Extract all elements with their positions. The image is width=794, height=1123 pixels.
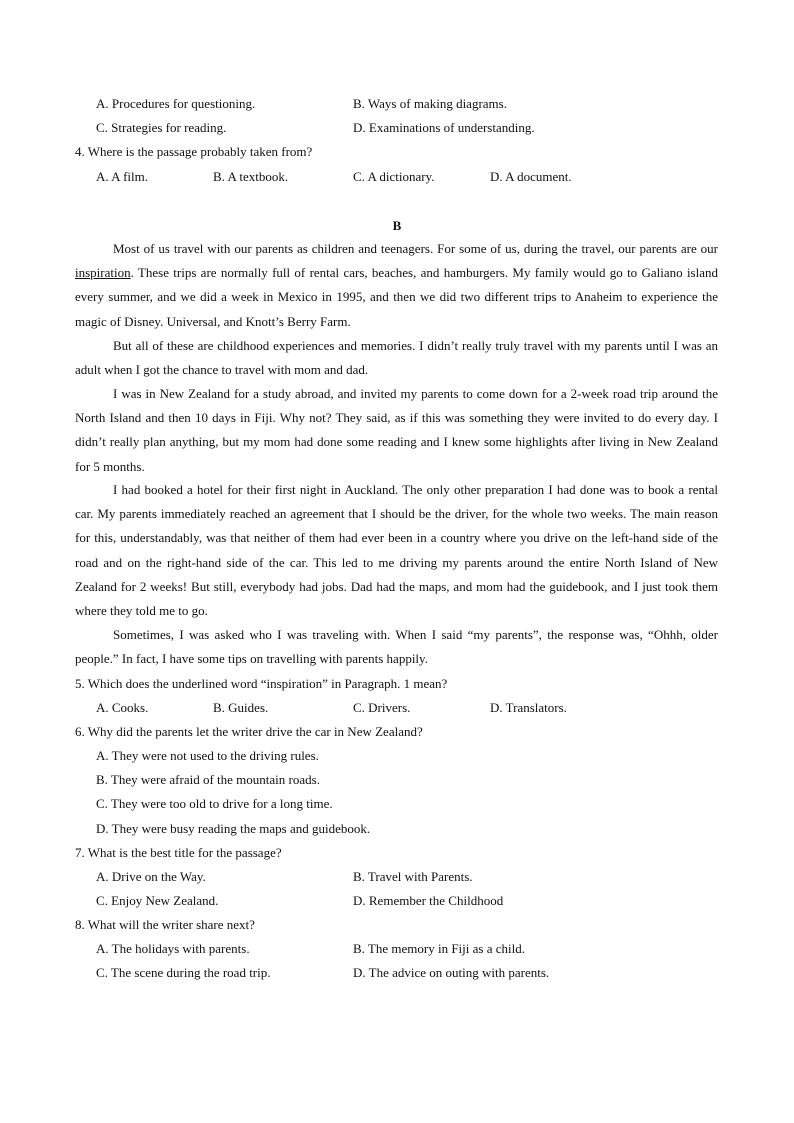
q8-option-b: B. The memory in Fiji as a child. xyxy=(353,941,525,956)
paragraph-1-text-start: Most of us travel with our parents as children and teenagers. For some of us, during the travel, our parents are our xyxy=(113,241,718,256)
underlined-word-inspiration: inspiration xyxy=(75,265,131,281)
q8-option-c: C. The scene during the road trip. xyxy=(96,965,271,980)
q5-stem: 5. Which does the underlined word “inspiration” in Paragraph. 1 mean? xyxy=(75,676,448,691)
q6-stem: 6. Why did the parents let the writer drive the car in New Zealand? xyxy=(75,724,423,739)
q8-stem: 8. What will the writer share next? xyxy=(75,917,255,932)
q6-option-b: B. They were afraid of the mountain roads. xyxy=(96,772,320,787)
q4-option-b: B. A textbook. xyxy=(213,169,289,184)
q3-option-d: D. Examinations of understanding. xyxy=(353,120,535,135)
q7-option-d: D. Remember the Childhood xyxy=(353,893,504,908)
q4-option-a: A. A film. xyxy=(96,169,149,184)
q5-option-b: B. Guides. xyxy=(213,700,269,715)
q6-option-a: A. They were not used to the driving rules. xyxy=(96,748,319,763)
q6-option-c: C. They were too old to drive for a long time. xyxy=(96,796,333,811)
paragraph-1-text-end: . These trips are normally full of rental cars, beaches, and hamburgers. My family would go to Galiano island every summer, and we did a week in Mexico in 1995, and then we did two different trips to Anaheim to experience the magic of Disney. Universal, and Knott’s Berry Farm. xyxy=(75,265,718,329)
q3-option-b: B. Ways of making diagrams. xyxy=(353,96,507,111)
q4-stem: 4. Where is the passage probably taken from? xyxy=(75,144,313,159)
q3-option-c: C. Strategies for reading. xyxy=(96,120,227,135)
passage-paragraph-3: I was in New Zealand for a study abroad, and invited my parents to come down for a 2-week road trip around the North Island and then 10 days in Fiji. Why not? They said, as if this was something they were invited to do every day. I didn’t really plan anything, but my mom had done some reading and I knew some highlights after living in New Zealand for 5 months. xyxy=(75,386,718,474)
passage-paragraph-5: Sometimes, I was asked who I was traveling with. When I said “my parents”, the response was, “Ohhh, older people.” In fact, I have some tips on travelling with parents happily. xyxy=(75,627,718,667)
q3-option-a: A. Procedures for questioning. xyxy=(96,96,256,111)
passage-paragraph-1 xyxy=(75,237,718,334)
q7-option-b: B. Travel with Parents. xyxy=(353,869,473,884)
section-heading: B xyxy=(392,218,402,233)
q8-option-d: D. The advice on outing with parents. xyxy=(353,965,550,980)
q7-stem: 7. What is the best title for the passage? xyxy=(75,845,282,860)
q5-option-c: C. Drivers. xyxy=(353,700,411,715)
q7-option-a: A. Drive on the Way. xyxy=(96,869,206,884)
q4-option-c: C. A dictionary. xyxy=(353,169,435,184)
q6-option-d: D. They were busy reading the maps and guidebook. xyxy=(96,821,371,836)
q4-option-d: D. A document. xyxy=(490,169,572,184)
q5-option-d: D. Translators. xyxy=(490,700,567,715)
q8-option-a: A. The holidays with parents. xyxy=(96,941,250,956)
passage-paragraph-2: But all of these are childhood experiences and memories. I didn’t really truly travel with my parents until I was an adult when I got the chance to travel with mom and dad. xyxy=(75,338,718,378)
q5-option-a: A. Cooks. xyxy=(96,700,149,715)
passage-paragraph-4: I had booked a hotel for their first night in Auckland. The only other preparation I had done was to book a rental car. My parents immediately reached an agreement that I should be the driver, for the whole two weeks. The main reason for this, understandably, was that neither of them had ever been in a country where you drive on the left-hand side of the road and on the right-hand side of the car. This led to me driving my parents around the entire North Island of New Zealand for 2 weeks! But still, everybody had jobs. Dad had the maps, and mom had the guidebook, and I just took them where they told me to go. xyxy=(75,482,718,619)
q7-option-c: C. Enjoy New Zealand. xyxy=(96,893,219,908)
